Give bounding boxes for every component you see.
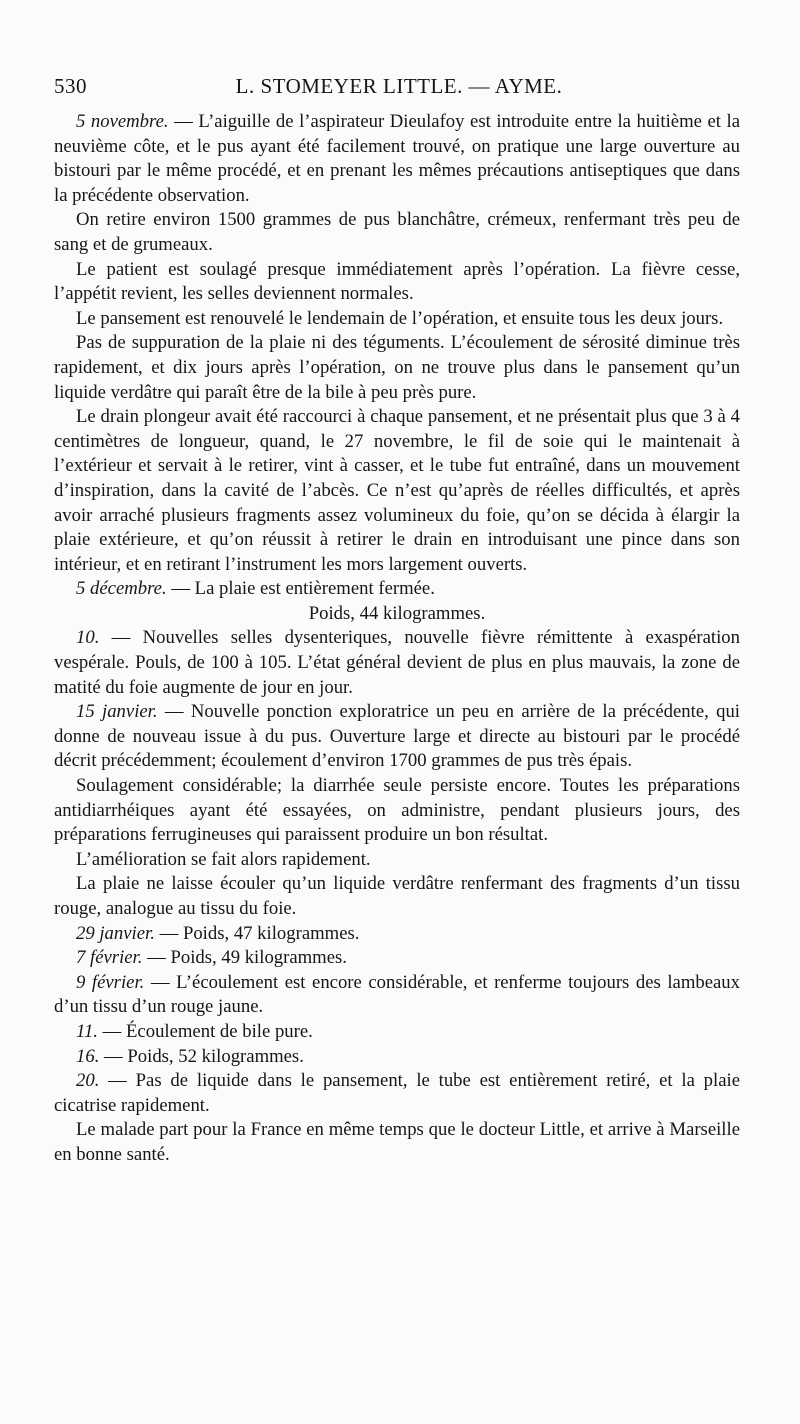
paragraph: [54, 1045, 740, 1070]
running-title: L. STOMEYER LITTLE. — AYME.: [235, 74, 563, 98]
paragraph: [54, 577, 740, 602]
entry-date: 11.: [76, 1020, 98, 1042]
entry-date: 5 novembre.: [76, 111, 169, 132]
paragraph-text: — La plaie est entièrement fermée.: [166, 578, 435, 600]
paragraph-text: — Poids, 52 kilogrammes.: [99, 1045, 304, 1067]
paragraph: [54, 626, 740, 700]
paragraph-text: Le pansement est renouvelé le lendemain de l’opération, et ensuite tous les deux jours.: [76, 307, 724, 329]
paragraph: [54, 700, 740, 774]
paragraph: [54, 848, 740, 873]
entry-date: 9 février.: [76, 971, 145, 993]
paragraph: [54, 922, 740, 947]
paragraph-text: — Poids, 47 kilogrammes.: [154, 922, 360, 944]
paragraph-text: — L’aiguille de l’aspirateur Dieulafoy est introduite entre la huitième et la neuvième côte, et le pus ayant été facilement trouvé, on pratique une large ouverture au bistouri par le même procédé, et en prenant les mêmes précautions antiseptiques que dans la précédente observation.: [54, 111, 741, 206]
entry-date: 29 janvier.: [76, 922, 155, 944]
page-header: [54, 72, 744, 102]
paragraph-text: — Pas de liquide dans le pansement, le tube est entièrement retiré, et la plaie cicatrise rapidement.: [54, 1070, 740, 1116]
paragraph-text: L’amélioration se fait alors rapidement.: [76, 848, 371, 870]
paragraph-text: — Nouvelles selles dysenteriques, nouvelle fièvre rémittente à exaspération vespérale. Pouls, de 100 à 105. L’état général devient de plus en plus mauvais, la zone de matité du foie augmente de jour en jour.: [54, 627, 740, 698]
paragraph-text: Soulagement considérable; la diarrhée seule persiste encore. Toutes les préparations antidiarrhéiques ayant été essayées, on administre, pendant plusieurs jours, des préparations ferrugineuses qui paraissent produire un bon résultat.: [54, 775, 740, 846]
paragraph-text: Le malade part pour la France en même temps que le docteur Little, et arrive à Marseille en bonne santé.: [54, 1119, 740, 1165]
paragraph-text: — Nouvelle ponction exploratrice un peu en arrière de la précédente, qui donne de nouveau issue à du pus. Ouverture large et directe au bistouri par le procédé décrit précédemment; écoulement d’environ 1700 grammes de pus très épais.: [54, 701, 740, 772]
paragraph-text: La plaie ne laisse écouler qu’un liquide verdâtre renfermant des fragments d’un tissu rouge, analogue au tissu du foie.: [54, 873, 740, 919]
paragraph: [54, 1118, 740, 1167]
entry-date: 16.: [76, 1045, 100, 1067]
paragraph-text: — Écoulement de bile pure.: [97, 1020, 313, 1042]
paragraph-text: Poids, 44 kilogrammes.: [308, 602, 486, 624]
paragraph-text: On retire environ 1500 grammes de pus blanchâtre, crémeux, renfermant très peu de sang et de grumeaux.: [54, 209, 740, 255]
entry-date: 7 février.: [76, 947, 143, 969]
paragraph: [54, 872, 740, 921]
entry-date: 15 janvier.: [76, 701, 158, 723]
paragraph: [54, 405, 740, 577]
entry-date: 5 décembre.: [76, 578, 167, 600]
paragraph: [54, 110, 740, 208]
entry-date: 10.: [76, 627, 100, 649]
page-number: 530: [54, 74, 87, 98]
paragraph: [54, 307, 740, 332]
paragraph-text: Pas de suppuration de la plaie ni des téguments. L’écoulement de sérosité diminue très rapidement, et dix jours après l’opération, on ne trouve plus dans le pansement qu’un liquide verdâtre qui paraît être de la bile à peu près pure.: [54, 332, 740, 403]
paragraph: [54, 331, 740, 405]
paragraph-text: — Poids, 49 kilogrammes.: [142, 947, 347, 969]
paragraph: [54, 946, 740, 971]
entry-date: 20.: [76, 1070, 100, 1092]
paragraph-text: Le patient est soulagé presque immédiatement après l’opération. La fièvre cesse, l’appétit revient, les selles deviennent normales.: [54, 258, 740, 305]
paragraph: [54, 1020, 740, 1045]
paragraph-text: — L’écoulement est encore considérable, et renferme toujours des lambeaux d’un tissu d’un rouge jaune.: [54, 971, 740, 1018]
paragraph: [54, 971, 740, 1020]
paragraph: [54, 1069, 740, 1118]
paragraph-text: Le drain plongeur avait été raccourci à chaque pansement, et ne présentait plus que 3 à 4 centimètres de longueur, quand, le 27 novembre, le fil de soie qui le maintenait à l’extérieur et servait à le retirer, vint à casser, et le tube fut entraîné, dans un mouvement d’inspiration, dans la cavité de l’abcès. Ce n’est qu’après de réelles difficultés, et après avoir arraché plusieurs fragments assez volumineux du foie, qu’on se décida à élargir la plaie extérieure, et qu’on réussit à retirer le drain en introduisant une pince dans son intérieur, et en retirant l’instrument les mors largement ouverts.: [54, 406, 740, 575]
paragraph: [54, 774, 740, 848]
page-body: [54, 110, 740, 1168]
paragraph: [54, 258, 740, 307]
paragraph: [54, 602, 740, 627]
paragraph: [54, 208, 740, 257]
